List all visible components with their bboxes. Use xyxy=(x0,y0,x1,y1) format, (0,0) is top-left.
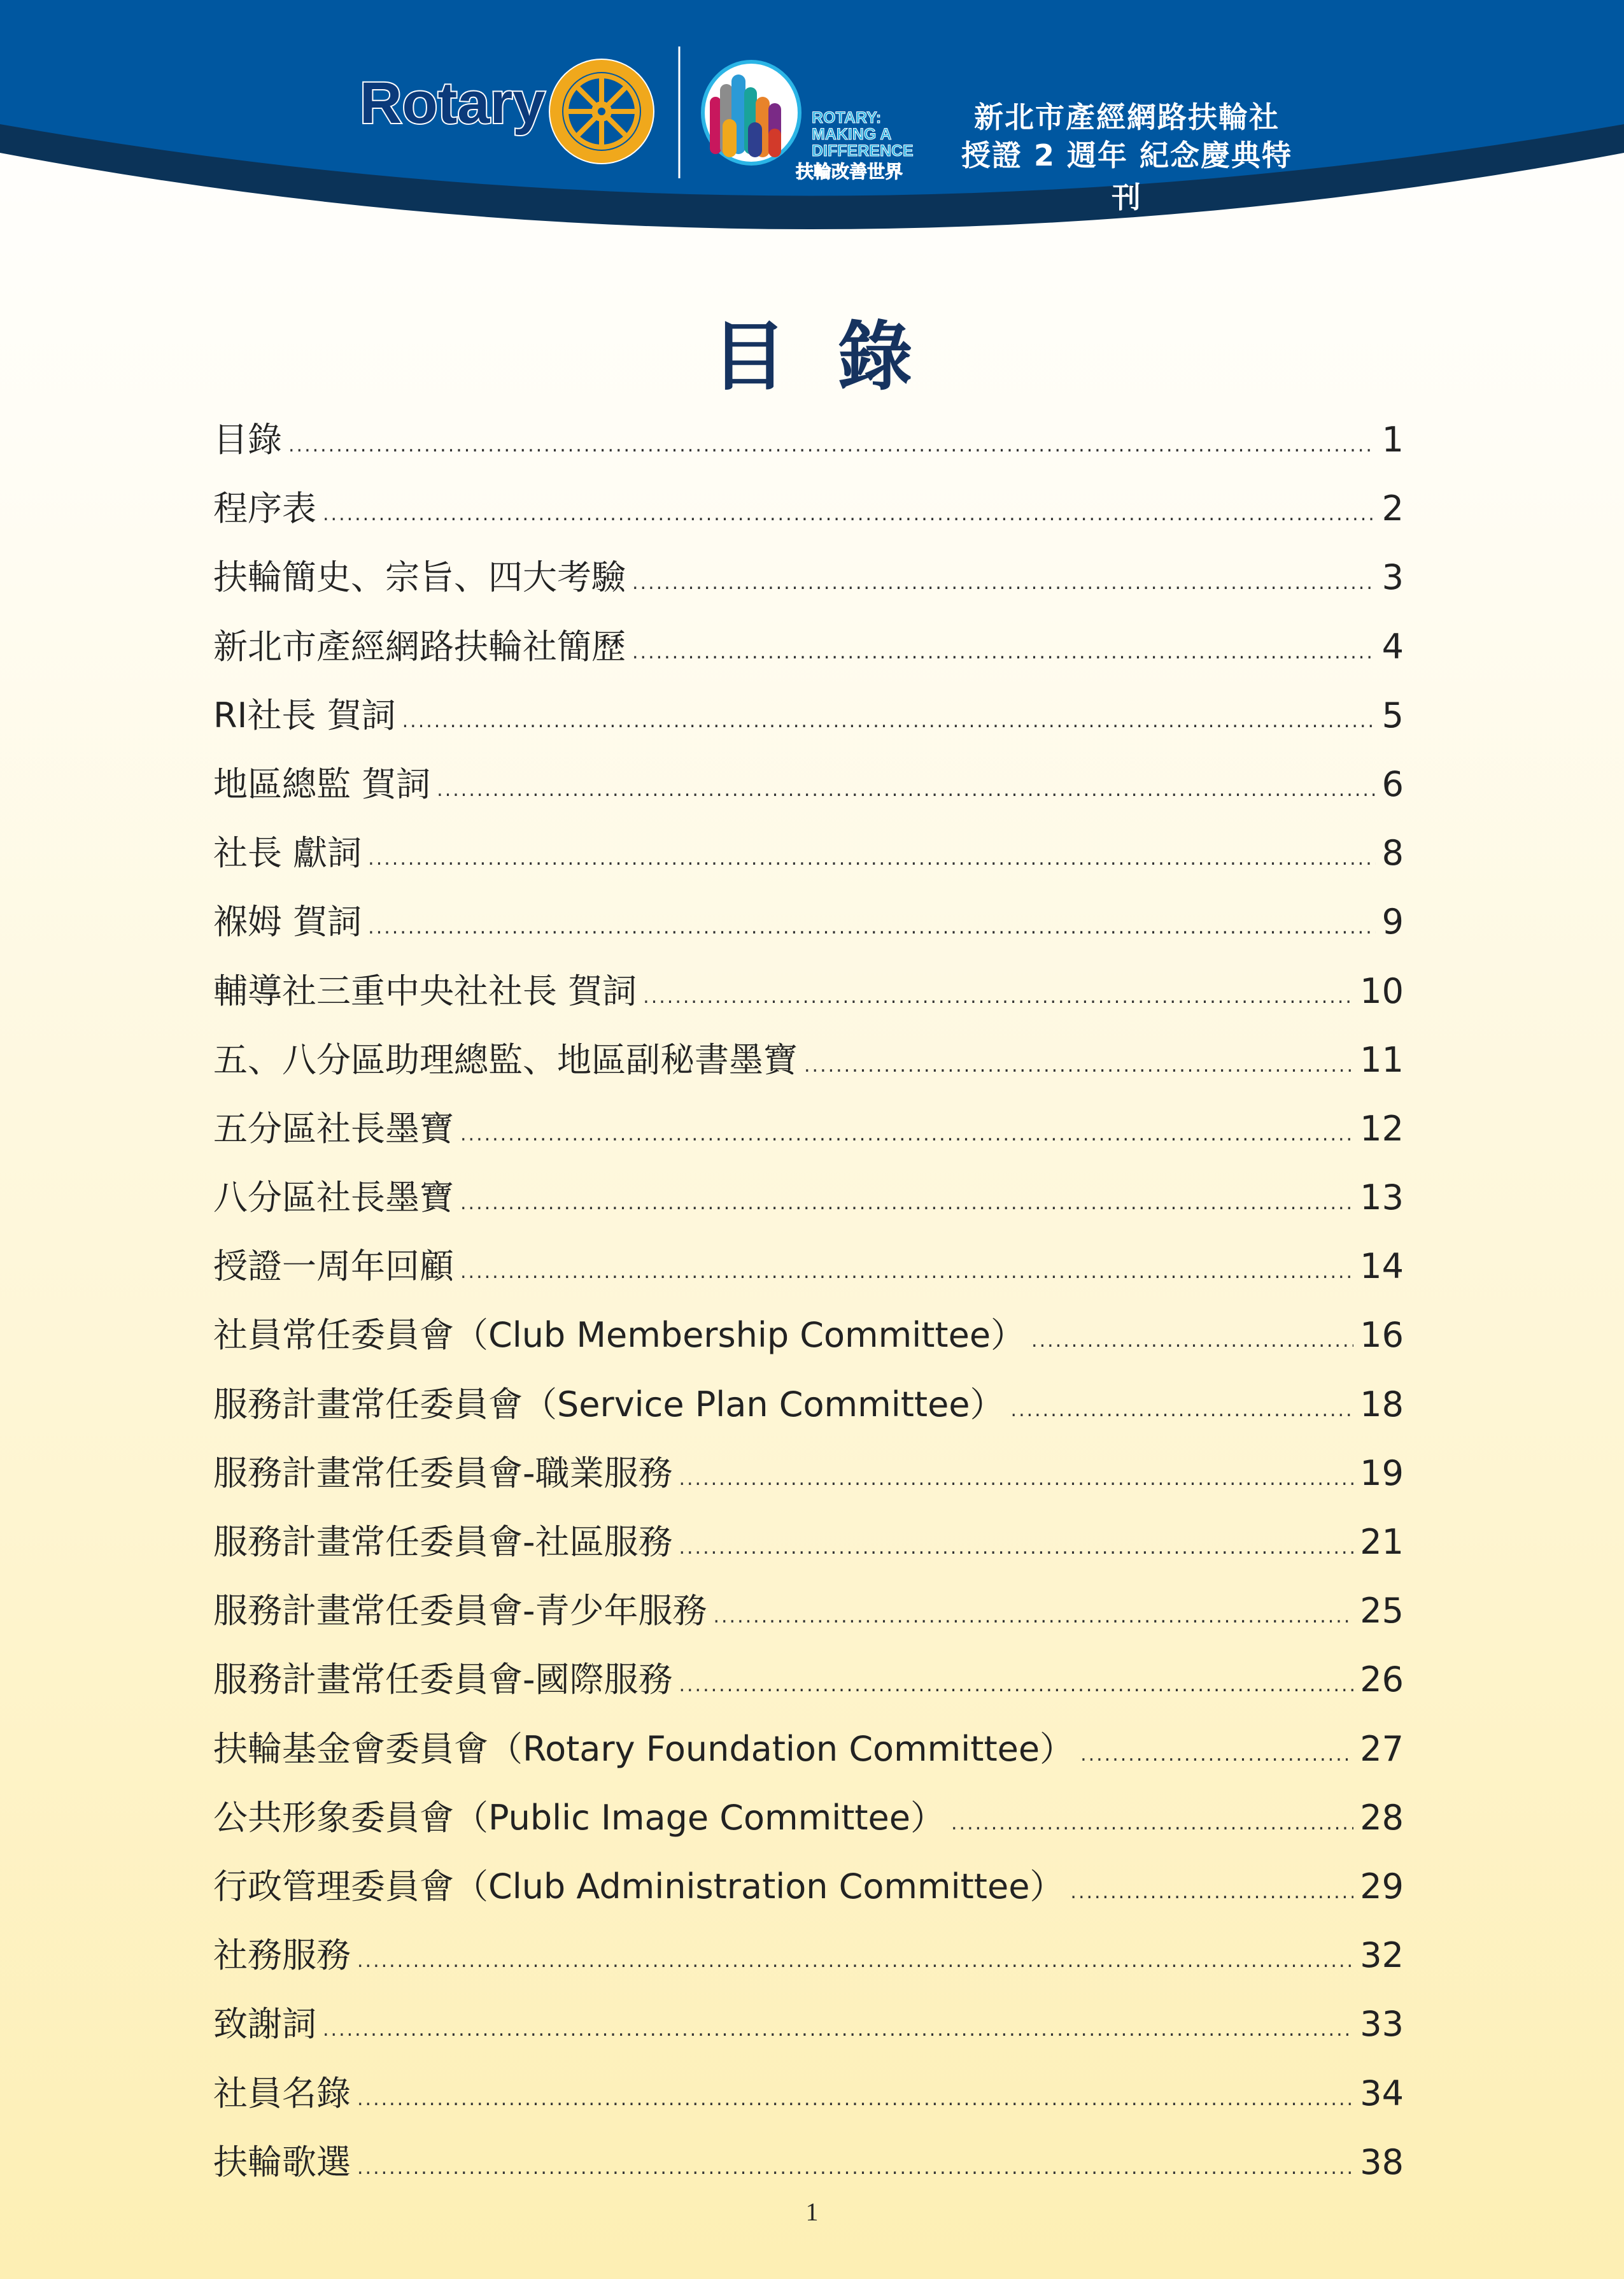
dot-leader xyxy=(288,434,1376,457)
dot-leader xyxy=(1031,1330,1353,1352)
toc-entry[interactable] xyxy=(213,1170,1404,1239)
dot-leader xyxy=(1070,1881,1353,1903)
toc-entry[interactable] xyxy=(213,895,1404,963)
dot-leader xyxy=(460,1261,1353,1283)
toc-entry-page: 34 xyxy=(1360,2073,1404,2113)
dot-leader xyxy=(632,641,1376,664)
dot-leader xyxy=(643,986,1353,1008)
toc-entry[interactable] xyxy=(213,1308,1404,1377)
toc-entry-page: 13 xyxy=(1360,1177,1404,1218)
theme-line-1: ROTARY: xyxy=(812,109,882,127)
toc-entry[interactable] xyxy=(213,1722,1404,1791)
dot-leader xyxy=(951,1812,1353,1835)
toc-entry[interactable] xyxy=(213,620,1404,688)
toc-entry-page: 19 xyxy=(1360,1452,1404,1493)
toc-entry-label: 社員常任委員會（Club Membership Committee） xyxy=(213,1315,1026,1356)
toc-entry-label: 目錄 xyxy=(213,420,282,460)
toc-entry-page: 9 xyxy=(1381,902,1404,942)
page-number: 1 xyxy=(805,2197,819,2226)
toc-entry[interactable] xyxy=(213,1859,1404,1928)
toc-entry-page: 28 xyxy=(1360,1797,1404,1838)
toc-entry[interactable] xyxy=(213,550,1404,619)
toc-entry-label: 服務計畫常任委員會-青少年服務 xyxy=(213,1591,707,1631)
toc-entry-label: 扶輪歌選 xyxy=(213,2141,351,2182)
toc-entry-page: 27 xyxy=(1360,1728,1404,1769)
toc-entry-label: 致謝詞 xyxy=(213,2004,316,2045)
theme-line-3: DIFFERENCE xyxy=(812,142,914,160)
toc-entry[interactable] xyxy=(213,826,1404,895)
toc-entry-page: 12 xyxy=(1360,1108,1404,1149)
toc-entry[interactable] xyxy=(213,1584,1404,1652)
toc-entry-label: 新北市產經網路扶輪社簡歷 xyxy=(213,626,626,667)
toc-entry-page: 14 xyxy=(1360,1246,1404,1287)
dot-leader xyxy=(804,1054,1353,1077)
toc-entry-label: 服務計畫常任委員會-國際服務 xyxy=(213,1659,673,1700)
toc-entry-label: 服務計畫常任委員會-職業服務 xyxy=(213,1452,673,1493)
page-title: 目錄 xyxy=(711,313,964,401)
dot-leader xyxy=(357,2157,1353,2179)
toc-entry[interactable] xyxy=(213,481,1404,550)
dot-leader xyxy=(357,2088,1353,2110)
toc-entry[interactable] xyxy=(213,413,1404,481)
publication-title-line2: 授證 2 週年 紀念慶典特刊 xyxy=(961,138,1293,215)
dot-leader xyxy=(437,779,1375,801)
toc-entry-label: 程序表 xyxy=(213,488,316,529)
dot-leader xyxy=(323,2019,1353,2041)
toc-entry-label: 扶輪簡史、宗旨、四大考驗 xyxy=(213,557,626,598)
dot-leader xyxy=(368,916,1375,939)
toc-entry[interactable] xyxy=(213,688,1404,757)
toc-entry-page: 38 xyxy=(1360,2141,1404,2182)
dot-leader xyxy=(679,1468,1353,1490)
toc-entry-page: 16 xyxy=(1360,1315,1404,1356)
toc-entry[interactable] xyxy=(213,1446,1404,1515)
dot-leader xyxy=(460,1192,1353,1214)
dot-leader xyxy=(632,572,1376,594)
dot-leader xyxy=(679,1537,1353,1559)
toc-entry-label: 輔導社三重中央社社長 賀詞 xyxy=(213,970,637,1011)
toc-entry-label: 社長 獻詞 xyxy=(213,833,362,874)
toc-entry-label: RI社長 賀詞 xyxy=(213,695,396,735)
dot-leader xyxy=(357,1950,1353,1972)
toc-entry-page: 5 xyxy=(1381,695,1404,735)
toc-entry[interactable] xyxy=(213,1791,1404,1859)
rotary-logo-text: Rotary xyxy=(360,71,546,136)
toc-entry[interactable] xyxy=(213,1928,1404,1997)
toc-entry-label: 地區總監 賀詞 xyxy=(213,763,431,804)
toc-entry-label: 社務服務 xyxy=(213,1935,351,1976)
toc-entry-label: 五分區社長墨寶 xyxy=(213,1108,454,1149)
toc-entry-page: 1 xyxy=(1381,420,1404,460)
toc-entry-label: 八分區社長墨寶 xyxy=(213,1177,454,1218)
toc-entry-label: 五、八分區助理總監、地區副秘書墨寶 xyxy=(213,1039,798,1080)
toc-entry-label: 服務計畫常任委員會（Service Plan Committee） xyxy=(213,1384,1005,1424)
theme-line-2: MAKING A xyxy=(812,125,892,143)
toc-entry[interactable] xyxy=(213,1997,1404,2066)
toc-entry-page: 18 xyxy=(1360,1384,1404,1424)
dot-leader xyxy=(679,1674,1353,1696)
toc-entry-label: 授證一周年回顧 xyxy=(213,1246,454,1287)
toc-entry-label: 公共形象委員會（Public Image Committee） xyxy=(213,1797,945,1838)
toc-entry[interactable] xyxy=(213,2135,1404,2204)
toc-entry-page: 29 xyxy=(1360,1866,1404,1906)
table-of-contents xyxy=(213,413,1404,2204)
dot-leader xyxy=(713,1605,1353,1628)
toc-entry-label: 扶輪基金會委員會（Rotary Foundation Committee） xyxy=(213,1728,1075,1769)
toc-entry[interactable] xyxy=(213,1239,1404,1308)
toc-entry-label: 褓姆 賀詞 xyxy=(213,902,362,942)
header-banner xyxy=(0,0,1624,267)
toc-entry-page: 33 xyxy=(1360,2004,1404,2045)
rotary-wheel-icon xyxy=(544,54,659,169)
toc-entry[interactable] xyxy=(213,1515,1404,1584)
toc-entry-page: 3 xyxy=(1381,557,1404,598)
making-a-difference-logo-icon xyxy=(697,59,805,167)
toc-entry-page: 10 xyxy=(1360,970,1404,1011)
toc-entry-page: 4 xyxy=(1381,626,1404,667)
toc-entry-page: 32 xyxy=(1360,1935,1404,1976)
toc-entry-page: 11 xyxy=(1360,1039,1404,1080)
toc-entry-page: 6 xyxy=(1381,763,1404,804)
theme-logo-text xyxy=(812,110,914,159)
toc-entry[interactable] xyxy=(213,757,1404,826)
toc-entry-page: 25 xyxy=(1360,1591,1404,1631)
toc-entry[interactable] xyxy=(213,1377,1404,1446)
toc-entry[interactable] xyxy=(213,2066,1404,2135)
dot-leader xyxy=(402,710,1376,732)
toc-entry-page: 2 xyxy=(1381,488,1404,529)
dot-leader xyxy=(1011,1399,1354,1421)
toc-entry[interactable] xyxy=(213,1102,1404,1170)
toc-entry-page: 8 xyxy=(1381,833,1404,874)
dot-leader xyxy=(323,503,1376,525)
dot-leader xyxy=(1080,1743,1353,1766)
dot-leader xyxy=(460,1123,1353,1146)
toc-entry-page: 26 xyxy=(1360,1659,1404,1700)
toc-entry[interactable] xyxy=(213,964,1404,1033)
theme-logo-chinese: 扶輪改善世界 xyxy=(796,161,903,182)
toc-entry[interactable] xyxy=(213,1652,1404,1721)
publication-title-line1: 新北市產經網路扶輪社 xyxy=(974,100,1280,134)
toc-entry-label: 服務計畫常任委員會-社區服務 xyxy=(213,1522,673,1562)
dot-leader xyxy=(368,848,1375,870)
toc-entry-page: 21 xyxy=(1360,1522,1404,1562)
toc-entry[interactable] xyxy=(213,1033,1404,1102)
toc-entry-label: 行政管理委員會（Club Administration Committee） xyxy=(213,1866,1064,1906)
toc-entry-label: 社員名錄 xyxy=(213,2073,351,2113)
